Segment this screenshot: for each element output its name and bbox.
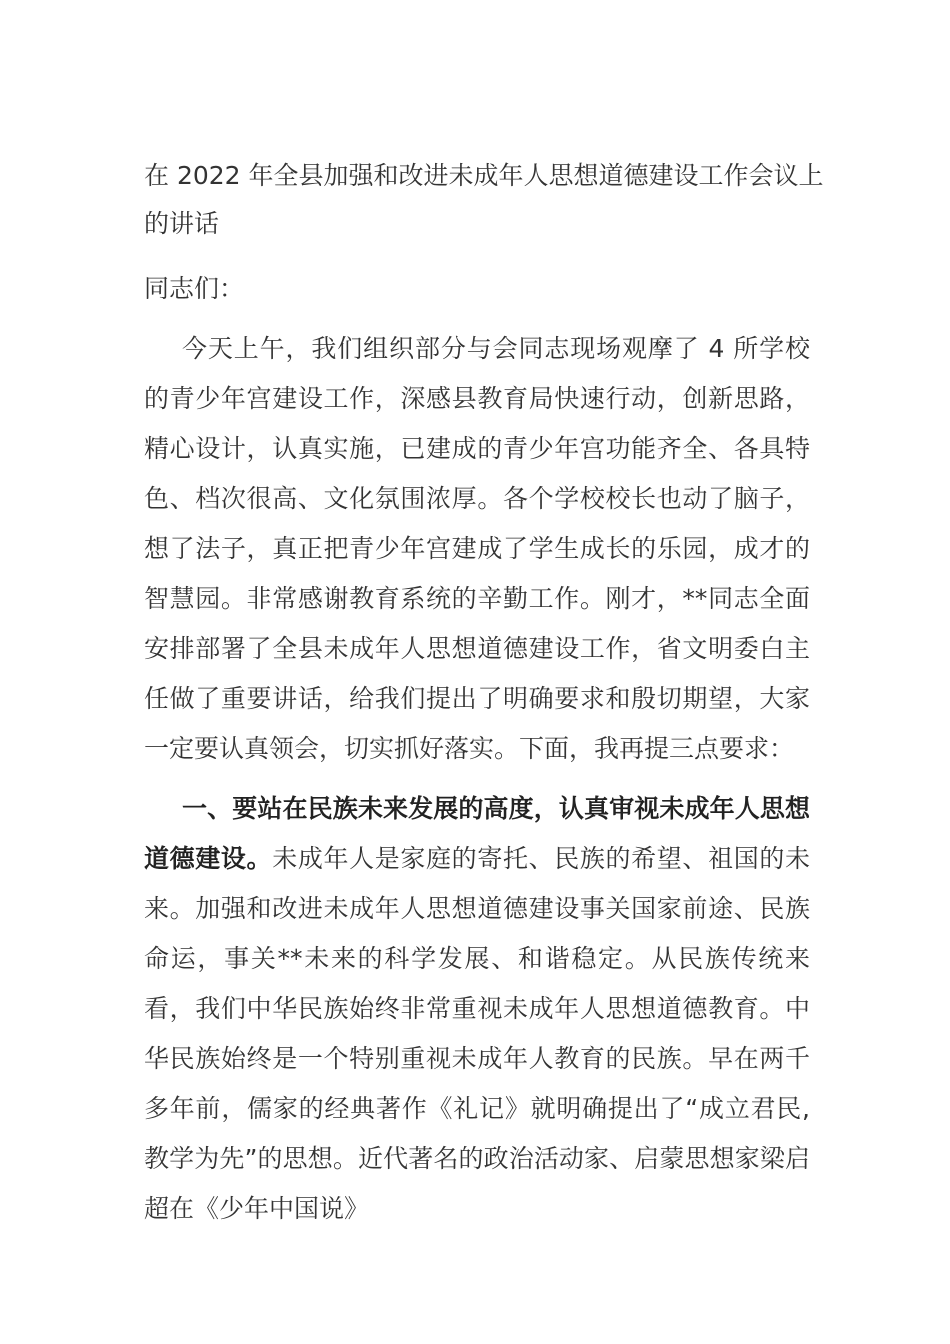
section-one-heading: 一、要站在民族未来发展的高度，认真审视未成年人思想道德建设。 (144, 794, 810, 873)
salutation: 同志们： (144, 274, 245, 303)
paragraph-section-one (144, 784, 810, 1234)
paragraph-intro (144, 324, 810, 774)
section-one-body: 未成年人是家庭的寄托、民族的希望、祖国的未来。加强和改进未成年人思想道德建设事关国家前途、民族命运，事关**未来的科学发展、和谐稳定。从民族传统来看，我们中华民族始终非常重视未成年人思想道德教育。中华民族始终是一个特别重视未成年人教育的民族。早在两千多年前，儒家的经典著作《礼记》就明确提出了“成立君民,教学为先”的思想。近代著名的政治活动家、启蒙思想家梁启超在《少年中国说》 (144, 844, 810, 1223)
document-title: 在 2022 年全县加强和改进未成年人思想道德建设工作会议上的讲话 (144, 161, 824, 238)
paragraph-intro-text: 今天上午，我们组织部分与会同志现场观摩了 4 所学校的青少年宫建设工作，深感县教育局快速行动，创新思路，精心设计，认真实施，已建成的青少年宫功能齐全、各具特色、档次很高、文化氛围浓厚。各个学校校长也动了脑子，想了法子，真正把青少年宫建成了学生成长的乐园，成才的智慧园。非常感谢教育系统的辛勤工作。刚才，**同志全面安排部署了全县未成年人思想道德建设工作，省文明委白主任做了重要讲话，给我们提出了明确要求和殷切期望，大家一定要认真领会，切实抓好落实。下面，我再提三点要求： (144, 334, 810, 763)
